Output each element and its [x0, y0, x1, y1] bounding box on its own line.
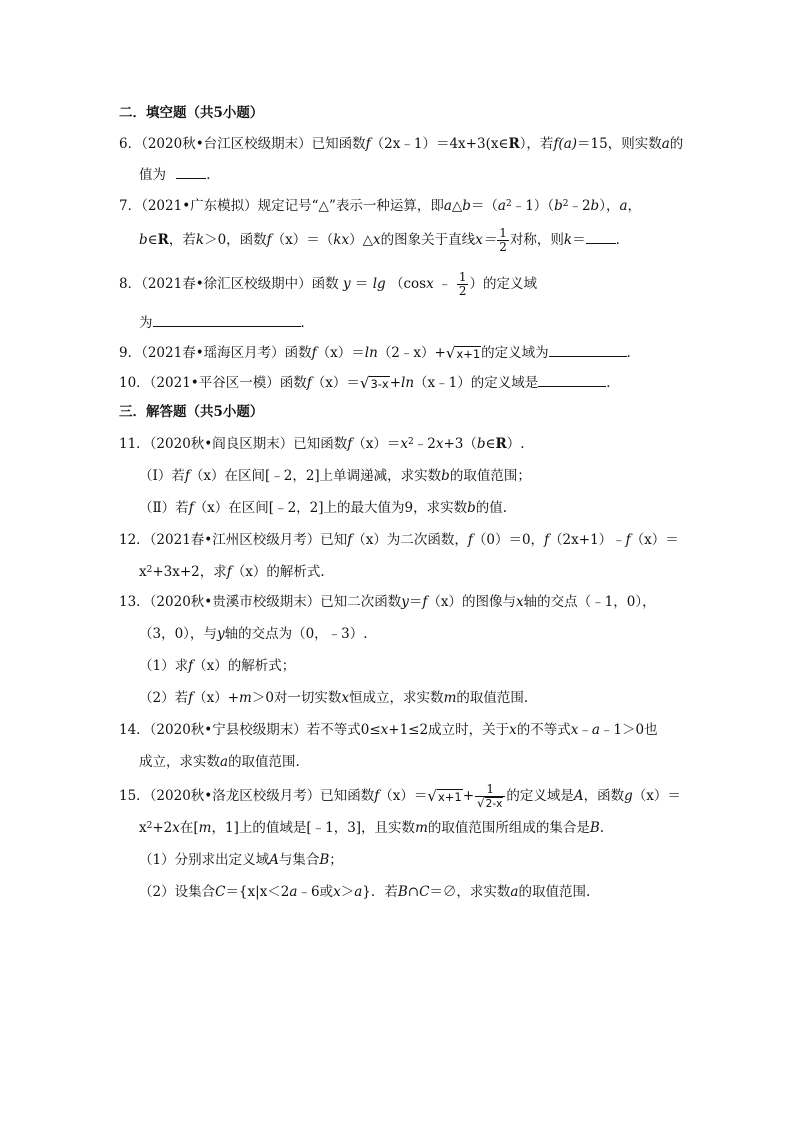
question-6-line-2: 值为 ． — [139, 164, 220, 185]
question-10: 10．（2021•平谷区一模）函数f（x）＝√3-x+ln（x﹣1）的定义域是 ． — [119, 374, 620, 392]
question-15-part-2: （2）设集合C＝{x|x＜2a﹣6或x＞a}．若B∩C＝∅，求实数a的取值范围. — [139, 884, 591, 900]
question-15-line-2: $x^2+2x$在[m，1]上的值域是[﹣1，3]，且实数m的取值范围所组成的集合是B. — [139, 820, 605, 836]
question-14-line-2: 成立，求实数a的取值范围. — [139, 754, 300, 770]
sqrt-expression: √x+1 — [445, 344, 481, 362]
fraction-one-over-sqrt: $\frac{1}{√2-x}$ — [475, 783, 505, 811]
section-title-solve: 三．解答题（共5小题） — [119, 404, 264, 420]
fraction-one-half: $\frac{1}{2}$ — [458, 270, 467, 298]
question-14-line-1: 14．（2020秋•宁县校级期末）若不等式0≤x+1≤2成立时，关于x的不等式x﹣a﹣1＞0也 — [119, 722, 658, 738]
answer-blank[interactable] — [549, 342, 627, 357]
question-12-line-2: $x^2+3x+2$，求f（x）的解析式. — [139, 564, 325, 580]
question-9: 9．（2021春•瑶海区月考）函数f（x）＝ln（2﹣x）+√x+1的定义域为 ． — [119, 344, 641, 362]
question-8-line-2: 为 ． — [139, 312, 314, 333]
question-13-line-2: （3，0），与y轴的交点为（0，﹣3）. — [139, 626, 368, 642]
answer-blank[interactable] — [176, 164, 206, 179]
question-11-line-1: 11．（2020秋•阎良区期末）已知函数$f(x)=x^2﹣2x+3(b\in R)$. — [119, 436, 525, 452]
question-15-line-1: 15．（2020秋•洛龙区校级月考）已知函数f（x）＝√x+1+ $\frac{1}{√2-x}$ 的定义域是A，函数g（x）＝ — [119, 776, 681, 817]
question-11-part-2: （Ⅱ）若f（x）在区间[﹣2，2]上的最大值为9，求实数b的值. — [139, 500, 508, 516]
answer-blank[interactable] — [153, 312, 301, 327]
question-7-line-2: b∈R，若k＞0，函数f（x）＝（kx）△x的图象关于直线x＝ $\frac{1}{2}$ 对称，则k＝ ． — [139, 226, 630, 254]
question-13-part-1: （1）求f（x）的解析式； — [139, 658, 296, 674]
section-title-fill-blank: 二．填空题（共5小题） — [119, 105, 264, 121]
answer-blank[interactable] — [538, 372, 606, 387]
question-12-line-1: 12．（2021春•江州区校级月考）已知f（x）为二次函数，f（0）＝0，f（2x+1）﹣f（x）＝ — [119, 532, 679, 548]
fraction-one-half: $\frac{1}{2}$ — [499, 226, 507, 254]
question-8-line-1: 8．（2021春•徐汇区校级期中）函数 y ＝ lg （cosx ﹣ $\frac{1}{2}$ ）的定义域 — [119, 270, 537, 298]
question-6-line-1: 6．（2020秋•台江区校级期末）已知函数f（2x﹣1）＝4x+3(x∈R），若f(a)＝15，则实数a的 — [119, 136, 684, 152]
question-15-part-1: （1）分别求出定义域A与集合B； — [139, 852, 343, 868]
question-13-line-1: 13．（2020秋•贵溪市校级期末）已知二次函数y＝f（x）的图像与x轴的交点（﹣1，0）， — [119, 594, 656, 610]
answer-blank[interactable] — [586, 229, 616, 244]
sqrt-expression: √x+1 — [427, 787, 462, 805]
question-13-part-2: （2）若f（x）+m＞0对一切实数x恒成立，求实数m的取值范围. — [139, 690, 529, 706]
question-11-part-1: （Ⅰ）若f（x）在区间[﹣2，2]上单调递减，求实数b的取值范围； — [139, 468, 531, 484]
sqrt-expression: √3-x — [359, 374, 389, 392]
question-7-line-1: 7．（2021•广东模拟）规定记号“△”表示一种运算，即$a\triangle b=(a^2﹣1)(b^2﹣2b)$，a， — [119, 198, 642, 214]
